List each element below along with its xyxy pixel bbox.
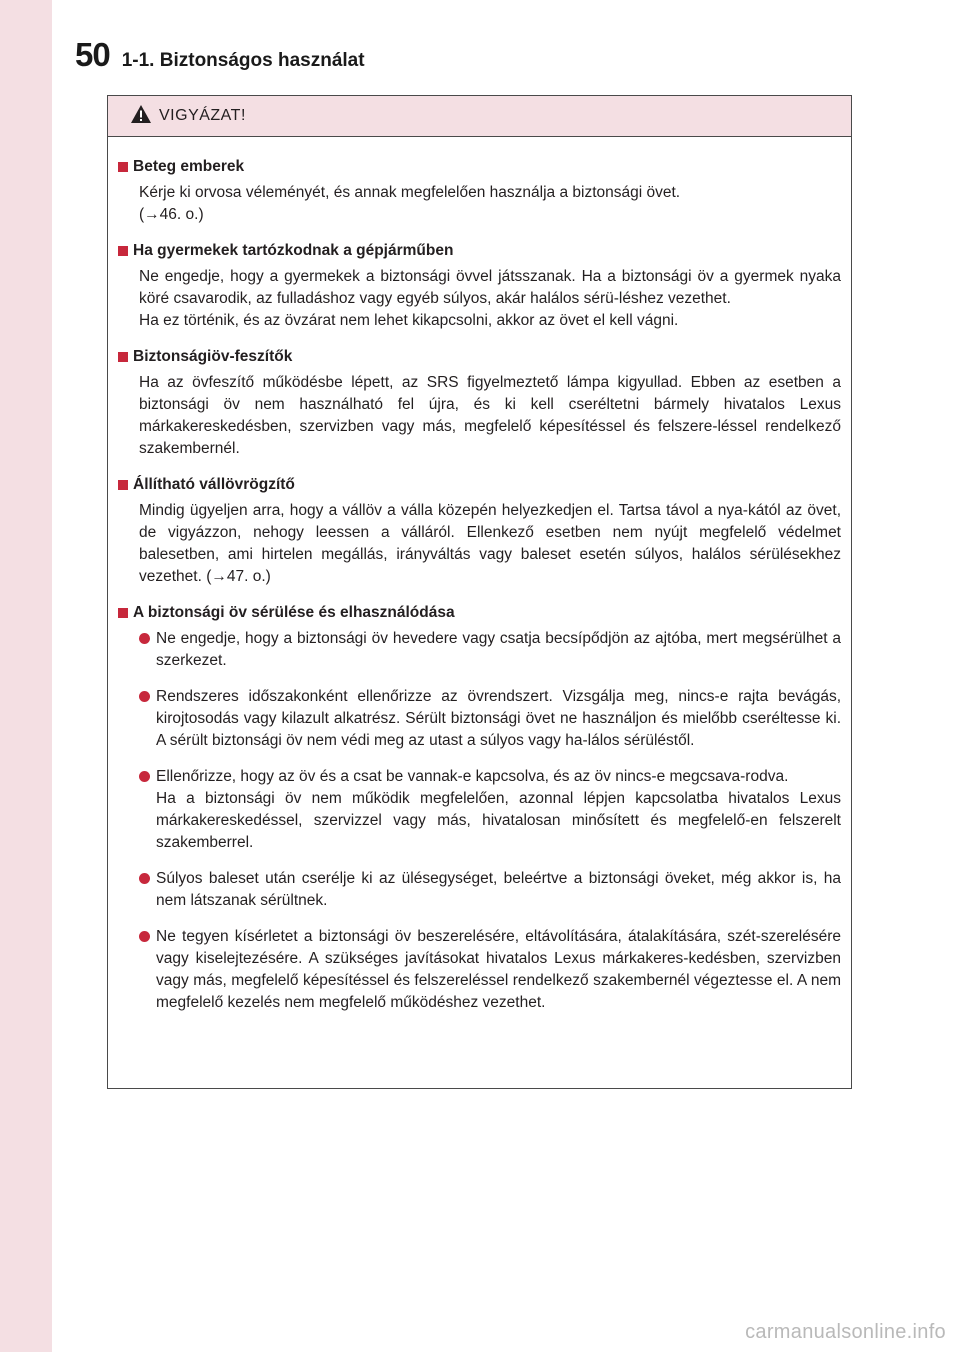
list-item — [139, 686, 841, 752]
watermark: carmanualsonline.info — [745, 1321, 946, 1343]
section-heading-text: Beteg emberek — [133, 158, 245, 175]
square-bullet-icon — [118, 246, 128, 256]
list-item-text: Súlyos baleset után cserélje ki az ülésegységet, beleértve a biztonsági öveket, még akkor is, ha nem látszanak sérültnek. — [156, 870, 841, 909]
section-heading-text: A biztonsági öv sérülése és elhasználódása — [133, 604, 455, 621]
round-bullet-icon — [139, 771, 150, 782]
section-paragraph: Mindig ügyeljen arra, hogy a vállöv a válla közepén helyezkedjen el. Tartsa távol a nya-kától az övet, de vigyázzon, nehogy leessen a válláról. Ellenkező esetben nem nyújt megfelelő védelmet balesetben, ami hirtelen megállás, irányváltás vagy baleset esetén súlyos, halálos sérülésekhez vezethet. (→47. o.) — [139, 502, 841, 585]
warning-box — [107, 95, 852, 1089]
square-bullet-icon — [118, 162, 128, 172]
list-item — [139, 926, 841, 1014]
section-heading — [118, 474, 841, 496]
page-number: 50 — [75, 36, 110, 73]
section-paragraph: Ha az övfeszítő működésbe lépett, az SRS figyelmeztető lámpa kigyullad. Ebben az esetben a biztonsági öv nem használható fel újra, és ki kell cseréltetni bármely hivatalos Lexus márkakereskedésben, szervizben vagy más, megfelelő képesítéssel és felszere-léssel rendelkező szakembernél. — [139, 374, 841, 457]
square-bullet-icon — [118, 608, 128, 618]
list-item — [139, 628, 841, 672]
section-heading-text: Biztonságiöv-feszítők — [133, 348, 293, 365]
section-title: 1-1. Biztonságos használat — [121, 50, 365, 71]
warning-content — [108, 137, 851, 1014]
warning-header — [108, 96, 851, 137]
warning-label: VIGYÁZAT! — [159, 107, 246, 124]
list-item-text: Rendszeres időszakonként ellenőrizze az övrendszert. Vizsgálja meg, nincs-e rajta bevágás, kirojtosodás vagy kilazult alkatrész. Sérült biztonsági övet ne használjon és mielőbb cseréltesse ki. A sérült biztonsági öv nem védi meg az utast a súlyos vagy ha-lálos sérüléstől. — [156, 688, 841, 749]
square-bullet-icon — [118, 480, 128, 490]
warning-triangle-icon — [130, 104, 152, 129]
section-heading-text: Ha gyermekek tartózkodnak a gépjárműben — [133, 242, 454, 259]
round-bullet-icon — [139, 873, 150, 884]
section-heading — [118, 240, 841, 262]
list-item-text: Ellenőrizze, hogy az öv és a csat be vannak-e kapcsolva, és az öv nincs-e megcsava-rodva. Ha a biztonsági öv nem működik megfelelően, azonnal lépjen kapcsolatba hivatalos Lexus márkakereskedéssel, szervizzel vagy más, hivatalosan minősített és megfelelő-en felszerelt szakemberrel. — [156, 768, 841, 851]
page-side-strip — [0, 0, 52, 1352]
list-item — [139, 766, 841, 854]
section-heading — [118, 602, 841, 624]
round-bullet-icon — [139, 931, 150, 942]
square-bullet-icon — [118, 352, 128, 362]
section-paragraph: Ne engedje, hogy a gyermekek a biztonsági övvel játsszanak. Ha a biztonsági öv a gyermek nyaka köré csavarodik, az fulladáshoz vagy egyéb súlyos, akár halálos sérü-léshez vezethet. Ha ez történik, és az övzárat nem lehet kikapcsolni, akkor az övet el kell vágni. — [139, 268, 841, 329]
list-item-text: Ne engedje, hogy a biztonsági öv hevedere vagy csatja becsípődjön az ajtóba, mert megsérülhet a szerkezet. — [156, 630, 841, 669]
list-item — [139, 868, 841, 912]
list-item-text: Ne tegyen kísérletet a biztonsági öv beszerelésére, eltávolítására, átalakítására, szét-szerelésére vagy kiselejtezésére. A szükséges javításokat hivatalos Lexus márkakeres-kedésben, szervizben vagy más, megfelelő képesítéssel és felszereléssel rendelkező szakembernél végeztesse el. A nem megfelelő kezelés nem megfelelő működéshez vezethet. — [156, 928, 841, 1011]
section-heading — [118, 346, 841, 368]
section-heading-text: Állítható vállövrögzítő — [133, 476, 295, 493]
section-heading — [118, 156, 841, 178]
section-paragraph: Kérje ki orvosa véleményét, és annak megfelelően használja a biztonsági övet. (→46. o.) — [139, 184, 681, 223]
page-header — [75, 36, 365, 74]
round-bullet-icon — [139, 633, 150, 644]
round-bullet-icon — [139, 691, 150, 702]
